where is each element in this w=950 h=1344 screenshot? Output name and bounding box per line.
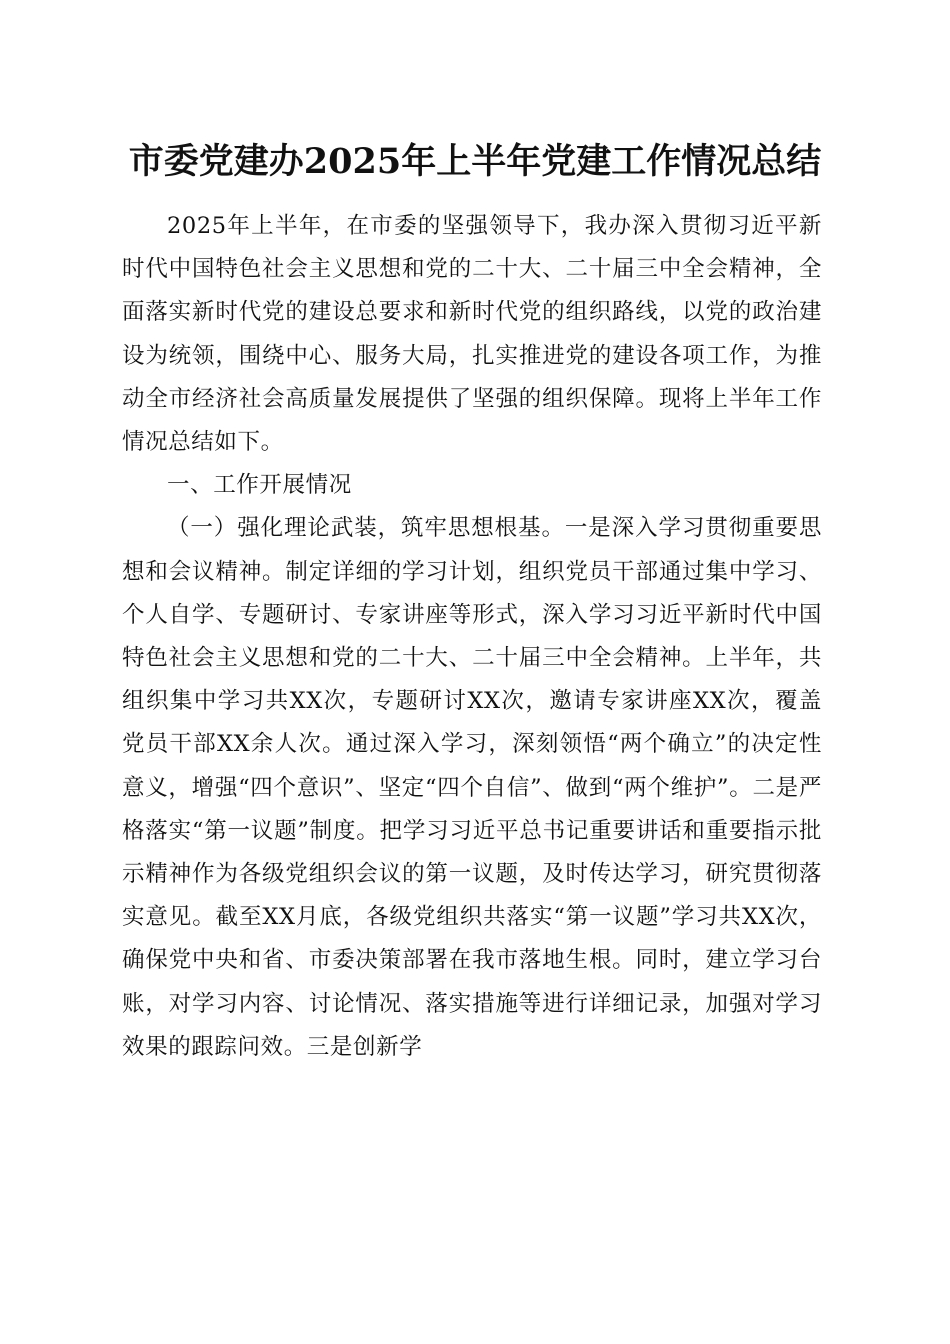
section-heading: 一、工作开展情况 xyxy=(167,472,352,499)
section-paragraph: （一）强化理论武装，筑牢思想根基。一是深入学习贯彻重要思想和会议精神。制定详细的学习计划，组织党员干部通过集中学习、个人自学、专题研讨、专家讲座等形式，深入学习习近平新时代中国特色社会主义思想和党的二十大、二十届三中全会精神。上半年，共组织集中学习共XX次，专题研讨XX次，邀请专家讲座XX次，覆盖党员干部XX余人次。通过深入学习，深刻领悟“两个确立”的决定性意义，增强“四个意识”、坚定“四个自信”、做到“两个维护”。二是严格落实“第一议题”制度。把学习习近平总书记重要讲话和重要指示批示精神作为各级党组织会议的第一议题，及时传达学习，研究贯彻落实意见。截至XX月底，各级党组织共落实“第一议题”学习共XX次，确保党中央和省、市委决策部署在我市落地生根。同时，建立学习台账，对学习内容、讨论情况、落实措施等进行详细记录，加强对学习效果的跟踪问效。三是创新学 xyxy=(122,515,822,1060)
document-title: 市委党建办2025年上半年党建工作情况总结 xyxy=(128,141,822,182)
intro-paragraph: 2025年上半年，在市委的坚强领导下，我办深入贯彻习近平新时代中国特色社会主义思想和党的二十大、二十届三中全会精神，全面落实新时代党的建设总要求和新时代党的组织路线，以党的政治建设为统领，围绕中心、服务大局，扎实推进党的建设各项工作，为推动全市经济社会高质量发展提供了坚强的组织保障。现将上半年工作情况总结如下。 xyxy=(122,213,822,456)
document-body xyxy=(122,205,822,1069)
